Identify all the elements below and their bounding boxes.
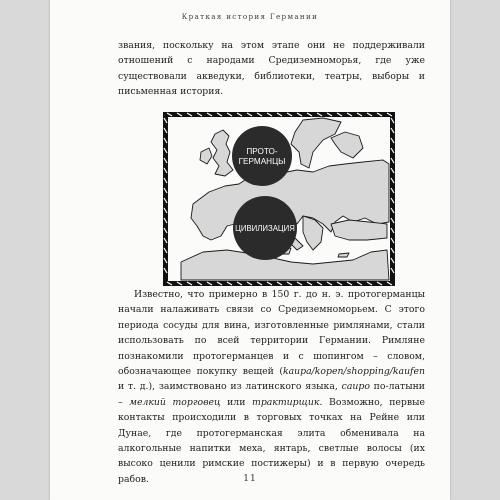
- p2-part-3: по-латыни –: [118, 381, 425, 408]
- p2-part-2: и т. д.), заимствовано из латинского языка,: [118, 381, 342, 393]
- p2-italic-2: caupo: [341, 381, 370, 393]
- paragraph-2-text: [118, 287, 425, 487]
- p2-italic-4: трактирщик: [252, 396, 320, 408]
- p2-part-5: . Возможно, первые контакты происходили в торговых точках на Рейне или Дунае, где протогерманская элита обменивала на алкогольные напитки меха, янтарь, светлые волосы (их высоко ценили римские постижеры) и в первую очередь рабов.: [118, 396, 425, 485]
- europe-map: [163, 112, 395, 286]
- proto-germans-circle: [232, 126, 292, 186]
- running-head: Краткая история Германии: [181, 12, 319, 21]
- map-illustration: [163, 112, 395, 286]
- page-number: 11: [243, 474, 257, 484]
- p2-part-4: или: [220, 396, 252, 408]
- p2-italic-3: мелкий торговец: [129, 396, 221, 408]
- p2-italic-1: kaupa/kopen/shopping/kaufen: [283, 366, 425, 378]
- p2-part-1: Известно, что примерно в 150 г. до н. э. протогерманцы начали налаживать связи со Средиземноморьем. С этого периода сосуды для вина, изготовленные римлянами, стали использовать по всей территории Германии. Римляне познакомили протогерманцев и с шопингом – словом, обозначающее покупку вещей (: [118, 289, 425, 378]
- label-proto-line2: ГЕРМАНЦЫ: [238, 157, 286, 166]
- book-page: [50, 0, 450, 500]
- paragraph-1-text: звания, поскольку на этом этапе они не поддерживали отношений с народами Средиземноморья, где уже существовали акведуки, библиотеки, театры, выборы и письменная история.: [118, 40, 425, 98]
- paragraph-2: [118, 287, 425, 487]
- label-civilization: ЦИВИЛИЗАЦИЯ: [235, 224, 295, 233]
- paragraph-1: [118, 38, 425, 100]
- label-proto-line1: ПРОТО-: [246, 147, 278, 156]
